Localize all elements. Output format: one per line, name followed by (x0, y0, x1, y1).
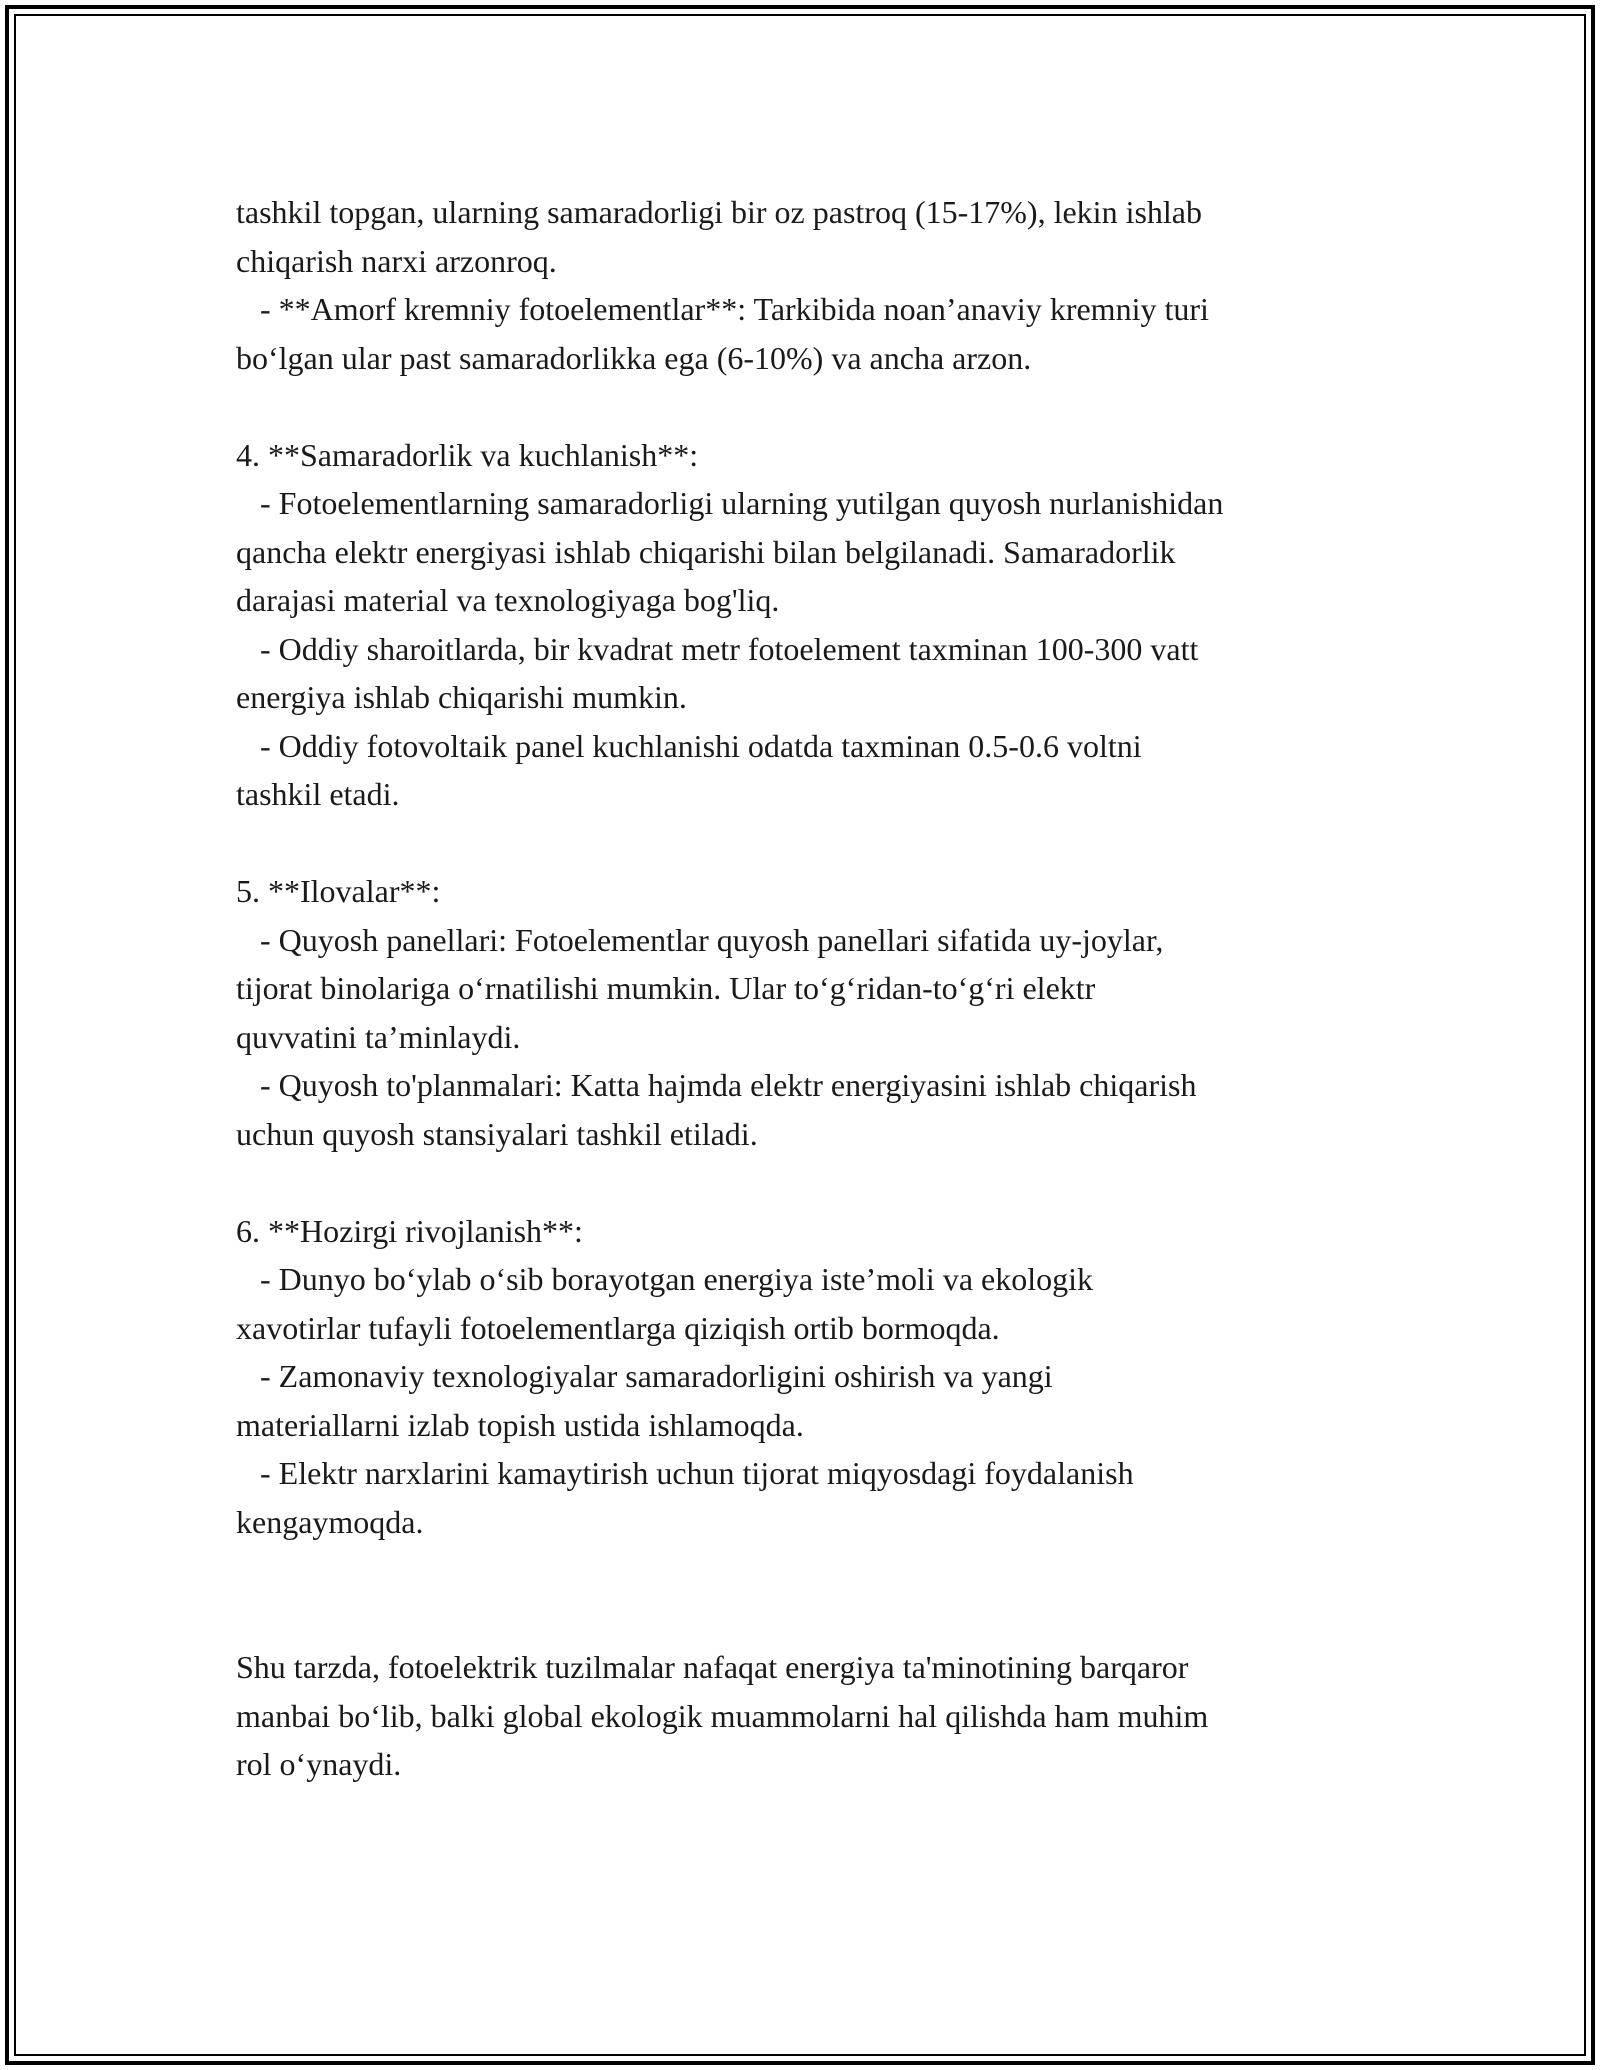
text-line: chiqarish narxi arzonroq. (236, 242, 557, 279)
text-line: rol o‘ynaydi. (236, 1746, 402, 1782)
text-line: - **Amorf kremniy fotoelementlar**: Tarkibida noan’anaviy kremniy turi (236, 291, 1209, 327)
paragraph-spacer (236, 1158, 1386, 1207)
text-line: energiya ishlab chiqarishi mumkin. (236, 679, 687, 715)
document-body (236, 188, 1386, 1789)
text-line: Shu tarzda, fotoelektrik tuzilmalar nafaqat energiya ta'minotining barqaror (236, 1649, 1189, 1685)
text-line: - Dunyo bo‘ylab o‘sib borayotgan energiya iste’moli va ekologik (236, 1261, 1093, 1297)
paragraph-spacer (236, 382, 1386, 431)
text-line: - Quyosh panellari: Fotoelementlar quyosh panellari sifatida uy-joylar, (236, 921, 1164, 958)
section-heading: 6. **Hozirgi rivojlanish**: (236, 1212, 583, 1249)
text-line: tashkil topgan, ularning samaradorligi bir oz pastroq (15-17%), lekin ishlab (236, 194, 1202, 230)
text-line: - Oddiy sharoitlarda, bir kvadrat metr fotoelement taxminan 100-300 vatt (236, 630, 1199, 667)
section-4 (236, 431, 1386, 819)
text-line: tijorat binolariga o‘rnatilishi mumkin. Ular to‘g‘ridan-to‘g‘ri elektr (236, 970, 1096, 1006)
text-line: uchun quyosh stansiyalari tashkil etiladi. (236, 1115, 758, 1152)
text-line: - Quyosh to'planmalari: Katta hajmda elektr energiyasini ishlab chiqarish (236, 1067, 1197, 1103)
paragraph-spacer (236, 1546, 1386, 1643)
section-5 (236, 867, 1386, 1158)
text-line: qancha elektr energiyasi ishlab chiqarishi bilan belgilanadi. Samaradorlik (236, 533, 1176, 570)
paragraph-spacer (236, 819, 1386, 868)
text-line: darajasi material va texnologiyaga bog'liq. (236, 582, 780, 618)
text-line: - Oddiy fotovoltaik panel kuchlanishi odatda taxminan 0.5-0.6 voltni (236, 727, 1142, 764)
text-line: quvvatini ta’minlaydi. (236, 1018, 521, 1055)
text-line: - Fotoelementlarning samaradorligi ularning yutilgan quyosh nurlanishidan (236, 485, 1224, 521)
text-line: xavotirlar tufayli fotoelementlarga qiziqish ortib bormoqda. (236, 1309, 1000, 1346)
text-line: bo‘lgan ular past samaradorlikka ega (6-10%) va ancha arzon. (236, 339, 1032, 376)
text-line: tashkil etadi. (236, 776, 400, 812)
text-line: - Zamonaviy texnologiyalar samaradorligini oshirish va yangi (236, 1358, 1053, 1394)
conclusion-paragraph (236, 1643, 1386, 1789)
section-6 (236, 1207, 1386, 1547)
section-heading: 5. **Ilovalar**: (236, 873, 441, 909)
text-line: - Elektr narxlarini kamaytirish uchun tijorat miqyosdagi foydalanish (236, 1455, 1134, 1491)
text-line: kengaymoqda. (236, 1503, 424, 1540)
intro-paragraph (236, 188, 1386, 382)
section-heading: 4. **Samaradorlik va kuchlanish**: (236, 436, 699, 473)
text-line: materiallarni izlab topish ustida ishlamoqda. (236, 1406, 804, 1443)
text-line: manbai bo‘lib, balki global ekologik muammolarni hal qilishda ham muhim (236, 1697, 1209, 1734)
